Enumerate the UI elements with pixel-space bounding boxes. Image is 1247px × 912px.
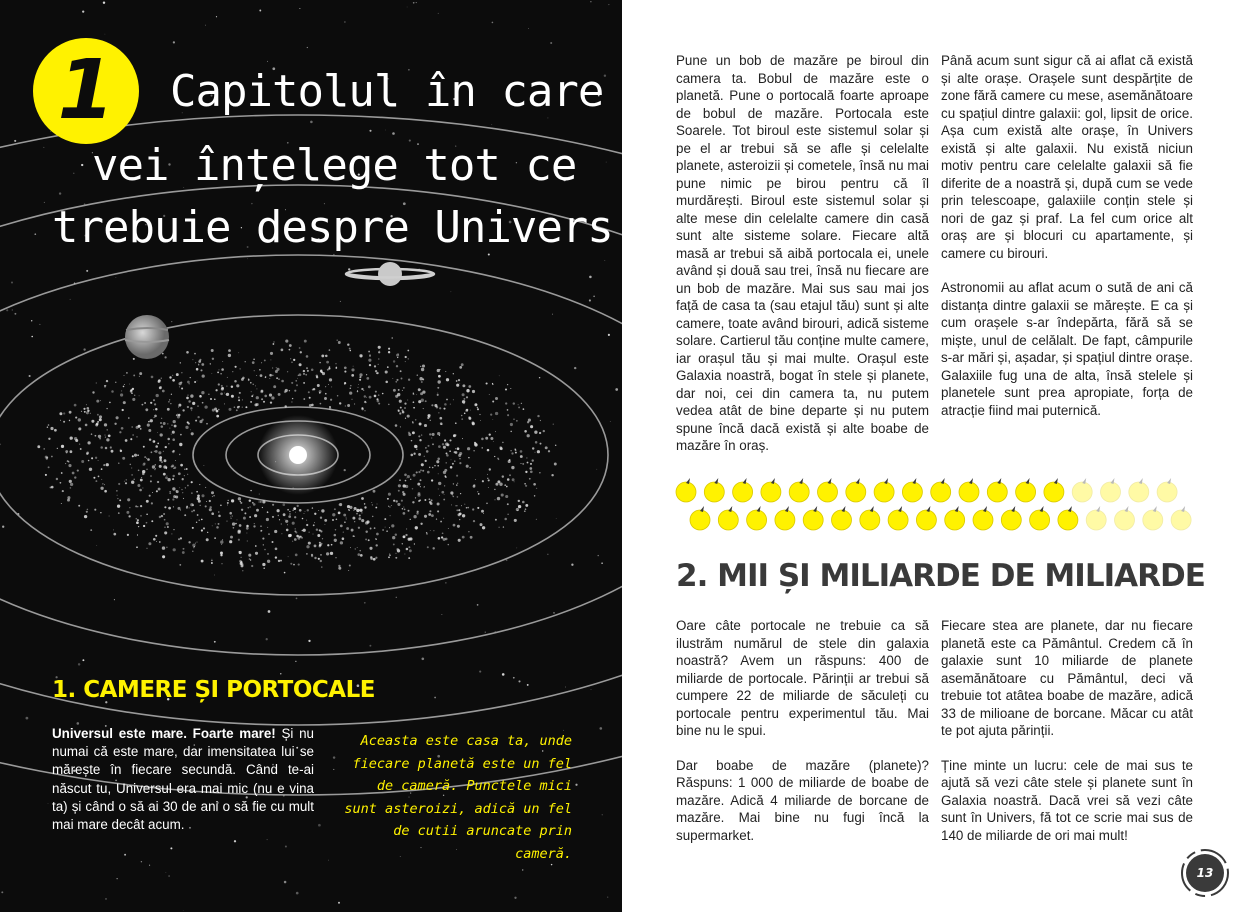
paragraph: Până acum sunt sigur că ai aflat că există și alte orașe. Orașele sunt despărțite de zone fără camere cu mese, asemănătoare cu spațiul dintre galaxii: gol, lipsit de orice. Așa cum există alte orașe, în Univers există și alte galaxii. Nu există niciun motiv pentru care celelalte galaxii să fie diferite de a noastră și, după cum se vede prin telescoape, galaxiile conțin stele și nori de gaz și praf. La fel cum orice alt oraș are și blocuri cu apartamente, și camere cu birouri. (941, 53, 1193, 261)
chapter-number: 1 (57, 43, 115, 138)
illustration-caption: Aceasta este casa ta, unde fiecare planetă este un fel de cameră. Punctele mici sunt asteroizi, adică un fel de cutii aruncate prin cameră. (344, 733, 572, 862)
page-number: 13 (1186, 854, 1224, 892)
text-column-2-bottom (941, 617, 1193, 844)
sun (289, 446, 307, 464)
text-column-2-top (941, 52, 1193, 419)
paragraph: Astronomii au aflat acum o sută de ani că distanța dintre galaxii se mărește. E ca și cum orașele s-ar îndepărta, fără să se miște, unul de celălalt. De fapt, câmpurile s-ar mări și, așadar, și spațiul dintre orașe. Galaxiile fug una de alta, însă stelele și planetele sunt prea apropiate, forța de atracție fiind mai puternică. (941, 280, 1193, 418)
text-column-1-bottom (676, 617, 929, 844)
chapter-number-badge (33, 38, 139, 144)
section-heading-camere: 1. CAMERE ȘI PORTOCALE (52, 677, 375, 703)
intro-text: Și nu numai că este mare, dar imensitatea lui se mărește în fiecare secundă. Când te-ai născut tu, Universul era mai mic (nu e vina ta) și când o să ai 30 de ani o să fie cu mult mai mare decât acum. (52, 726, 314, 833)
jupiter-planet (125, 315, 169, 359)
chapter-title-line-2: vei înțelege tot ce (92, 140, 577, 191)
paragraph: Dar boabe de mazăre (planete)? Răspuns: 1 000 de miliarde de boabe de mazăre. Adică 4 miliarde de borcane de mazăre. Mai bine nu fugi încă la supermarket. (676, 757, 929, 843)
section-heading-miliarde: 2. MII ȘI MILIARDE DE MILIARDE (676, 558, 1205, 594)
intro-bold: Universul este mare. Foarte mare! (52, 726, 276, 741)
chapter-title-line-3: trebuie despre Univers (52, 202, 613, 253)
saturn-planet (346, 262, 434, 286)
paragraph: Oare câte portocale ne trebuie ca să ilustrăm numărul de stele din galaxia noastră? Avem un răspuns: 400 de miliarde de portocale. Părinții ar trebui să cumpere 22 de miliarde de săculeți cu portocale pentru experimentul tău. Mai bine nu le spui. (676, 618, 929, 738)
text-column-1-top (676, 52, 929, 455)
paragraph: Fiecare stea are planete, dar nu fiecare planetă este ca Pământul. Credem că în galaxie sunt 10 miliarde de planete asemănătoare cu Pământul, deci vă trebuie tot atâtea boabe de mazăre, adică 33 de milioane de borcane. Măcar cu atât te pot ajuta părinții. (941, 618, 1193, 738)
paragraph: Ține minte un lucru: cele de mai sus te ajută să vezi câte stele și planete sunt în Galaxia noastră. Dacă vrei să vezi câte sunt în Univers, fă tot ce scrie mai sus de 140 de miliarde de ori mai mult! (941, 757, 1193, 843)
orange-dot-divider (672, 474, 1196, 538)
intro-paragraph (52, 725, 314, 834)
chapter-title-line-1: Capitolul în care (170, 66, 604, 117)
left-page (0, 0, 622, 912)
paragraph: Pune un bob de mazăre pe biroul din camera ta. Bobul de mazăre este o planetă. Pune o portocală foarte aproape de bobul de mazăre. Portocala este Soarele. Tot biroul este sistemul solar și pe el ar trebui să se afle și celelalte planete, asteroizii și cometele, însă nu mai pune nimic pe birou pentru că îl murdărești. Biroul este sistemul solar și alte mese din celelalte camere din casă sunt alte sisteme solare. Fiecare altă masă ar trebui să aibă portocala ei, unele având și două sau trei, însă nu fiecare are un bob de mazăre. Mai sus sau mai jos față de casa ta (sau etajul tău) sunt și alte camere, toate având birouri, adică sisteme solare. Cartierul tău conține multe camere, iar orașul tău și mai multe. Orașul este Galaxia noastră, bogat în stele și planete, dar noi, cei din camera ta, nu putem vedea atât de bine departe și nu putem spune încă dacă există și alte boabe de mazăre în oraș. (676, 53, 929, 453)
